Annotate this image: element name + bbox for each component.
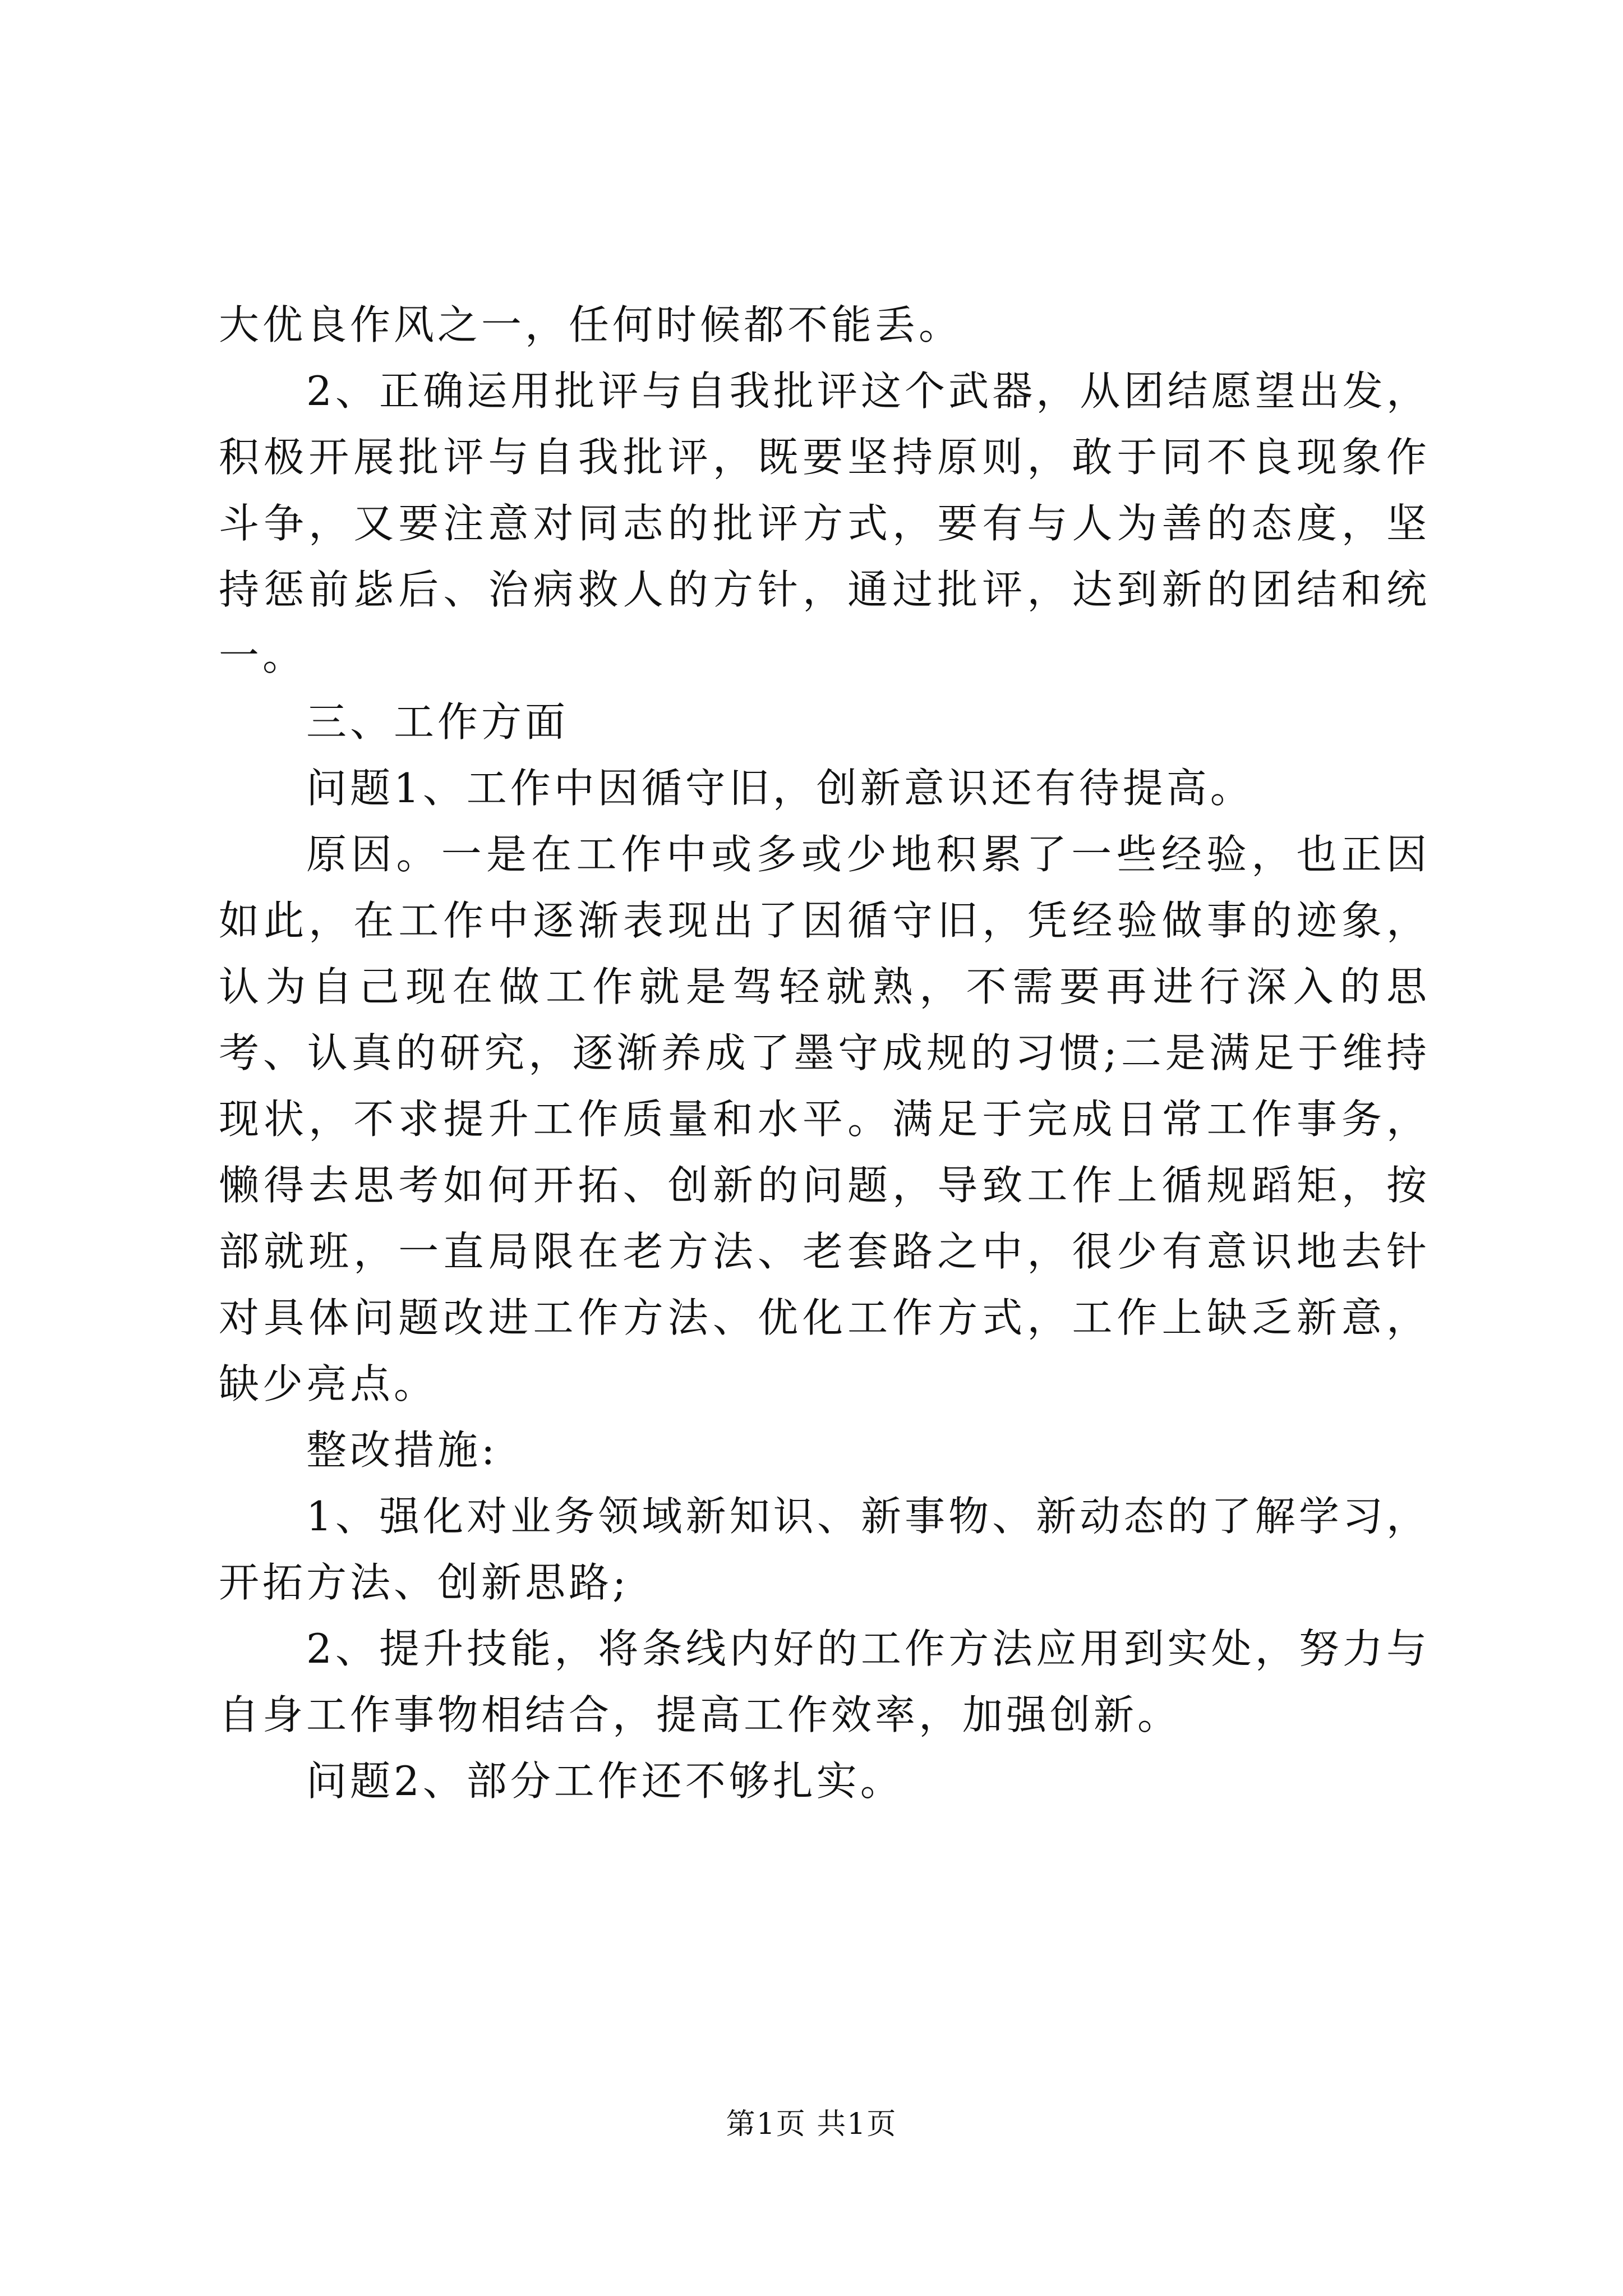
rectification-heading: 整改措施:: [306, 1427, 499, 1474]
problem-2-heading: 问题2、部分工作还不够扎实。: [306, 1757, 904, 1805]
rectification-item-1: 1、强化对业务领域新知识、新事物、新动态的了解学习，开拓方法、创新思路;: [219, 1493, 1430, 1606]
paragraph-continuation: 大优良作风之一，任何时候都不能丢。: [219, 301, 963, 348]
problem-1-heading: 问题1、工作中因循守旧，创新意识还有待提高。: [306, 765, 1254, 812]
rectification-item-2: 2、提升技能，将条线内好的工作方法应用到实处，努力与自身工作事物相结合，提高工作效率，加强创新。: [219, 1625, 1430, 1738]
page-footer: 第1页 共1页: [726, 2108, 897, 2141]
paragraph-criticism-method: 2、正确运用批评与自我批评这个武器，从团结愿望出发，积极开展批评与自我批评，既要坚持原则，敢于同不良现象作斗争，又要注意对同志的批评方式，要有与人为善的态度，坚持惩前毖后、治病救人的方针，通过批评，达到新的团结和统一。: [219, 367, 1430, 679]
problem-1-cause: 原因。一是在工作中或多或少地积累了一些经验，也正因如此，在工作中逐渐表现出了因循守旧，凭经验做事的迹象，认为自己现在做工作就是驾轻就熟，不需要再进行深入的思考、认真的研究，逐渐养成了墨守成规的习惯;二是满足于维持现状，不求提升工作质量和水平。满足于完成日常工作事务，懒得去思考如何开拓、创新的问题，导致工作上循规蹈矩，按部就班，一直局限在老方法、老套路之中，很少有意识地去针对具体问题改进工作方法、优化工作方式，工作上缺乏新意，缺少亮点。: [219, 831, 1430, 1407]
section-heading-work: 三、工作方面: [306, 698, 569, 746]
document-body: [219, 292, 1430, 1814]
